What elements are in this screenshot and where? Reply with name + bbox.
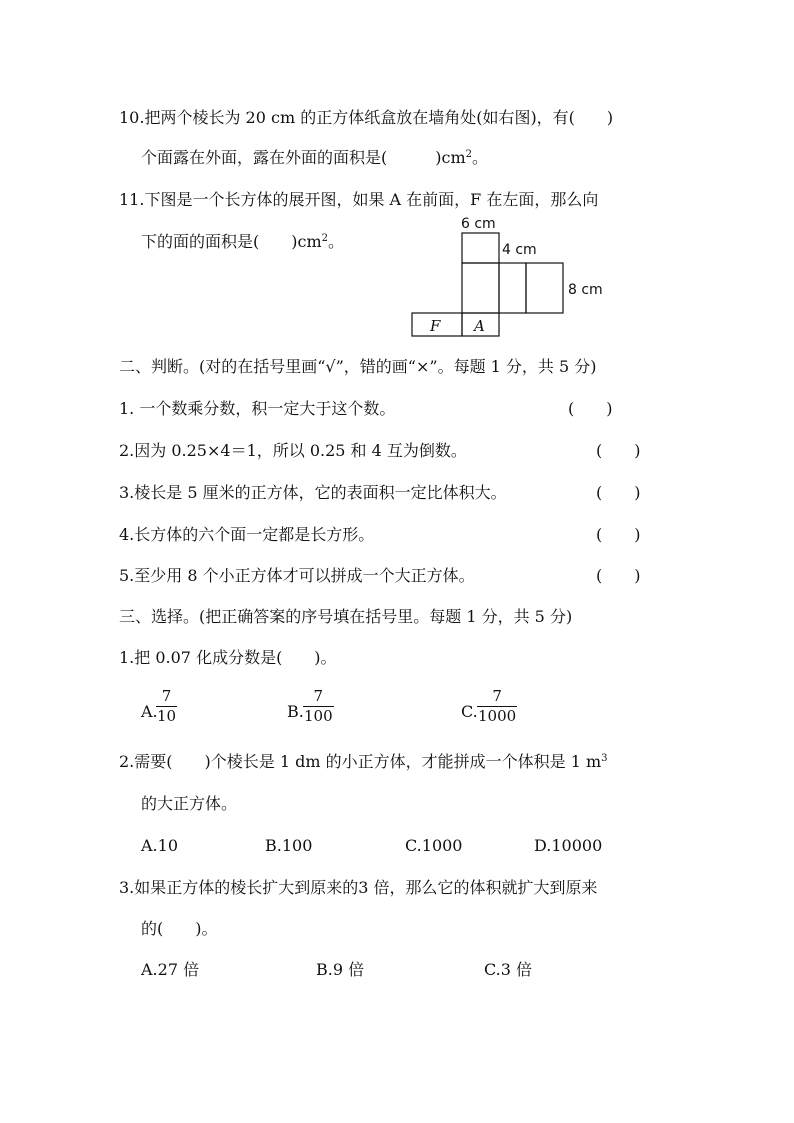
choice-q3-option-a[interactable]: A.27 倍 [141,960,200,979]
judge-item-4-paren[interactable]: ( ) [596,525,641,544]
q11-line2-sup: 2 [321,233,328,244]
choice-q2-option-d[interactable]: D.10000 [534,836,603,855]
q10-line2-end: 。 [472,148,489,167]
choice-q1: 1.把 0.07 化成分数是( )。 [119,648,337,667]
judge-item-2: 2.因为 0.25×4＝1，所以 0.25 和 4 互为倒数。 [119,441,467,460]
choice-q2-line2: 的大正方体。 [141,794,238,813]
net-middle-face [462,263,499,313]
option-b-label: B. [287,702,304,721]
net-right-face-2 [526,263,563,313]
q10-line2-sup: 2 [465,149,472,160]
label-8cm: 8 cm [568,282,603,298]
choice-q1-option-c[interactable] [461,702,478,722]
choice-q2-option-c[interactable]: C.1000 [405,836,463,855]
fraction-a-denominator: 10 [157,707,177,725]
fraction-b-numerator: 7 [313,687,324,705]
fraction-b-denominator: 100 [304,707,333,725]
choice-q1-fraction-b [303,688,334,725]
label-face-f: F [430,317,441,335]
q11-line2-end: 。 [328,232,345,251]
q10-line1: 10.把两个棱长为 20 cm 的正方体纸盒放在墙角处(如右图)，有( ) [119,108,614,127]
fraction-c-denominator: 1000 [478,707,517,725]
net-right-face-1 [499,263,526,313]
section3-heading: 三、选择。(把正确答案的序号填在括号里。每题 1 分，共 5 分) [119,607,573,626]
net-top-face [462,233,499,263]
choice-q3-option-c[interactable]: C.3 倍 [484,960,533,979]
label-6cm: 6 cm [461,216,496,232]
label-face-a: A [474,317,485,335]
judge-item-1-paren[interactable]: ( ) [568,399,613,418]
choice-q3-line1: 3.如果正方体的棱长扩大到原来的3 倍，那么它的体积就扩大到原来 [119,878,598,897]
q10-line2 [141,148,488,168]
option-a-label: A. [141,702,158,721]
label-4cm: 4 cm [502,242,537,258]
choice-q3-option-b[interactable]: B.9 倍 [316,960,365,979]
choice-q2-option-b[interactable]: B.100 [265,836,313,855]
choice-q1-fraction-a [156,688,177,725]
q11-line2 [141,232,344,252]
judge-item-4: 4.长方体的六个面一定都是长方形。 [119,525,375,544]
judge-item-2-paren[interactable]: ( ) [596,441,641,460]
choice-q2-option-a[interactable]: A.10 [141,836,178,855]
q11-line2-text: 下的面的面积是( )cm [141,232,322,251]
q10-line2-text: 个面露在外面，露在外面的面积是( )cm [141,148,466,167]
choice-q2-text: 2.需要( )个棱长是 1 dm 的小正方体，才能拼成一个体积是 1 m [119,752,602,771]
judge-item-3-paren[interactable]: ( ) [596,483,641,502]
section2-heading: 二、判断。(对的在括号里画“√”，错的画“×”。每题 1 分，共 5 分) [119,357,597,376]
choice-q3-line2: 的( )。 [141,919,218,938]
judge-item-5-paren[interactable]: ( ) [596,566,641,585]
choice-q1-option-b[interactable] [287,702,304,722]
judge-item-5: 5.至少用 8 个小正方体才可以拼成一个大正方体。 [119,566,475,585]
choice-q1-fraction-c [477,688,517,725]
choice-q2-sup: 3 [601,753,608,764]
q11-line1: 11.下图是一个长方体的展开图，如果 A 在前面，F 在左面，那么向 [119,190,599,209]
option-c-label: C. [461,702,478,721]
judge-item-3: 3.棱长是 5 厘米的正方体，它的表面积一定比体积大。 [119,483,507,502]
fraction-a-numerator: 7 [161,687,172,705]
choice-q2-line1 [119,752,608,772]
fraction-c-numerator: 7 [492,687,502,705]
cuboid-net-figure [400,210,620,350]
judge-item-1: 1. 一个数乘分数，积一定大于这个数。 [119,399,396,418]
